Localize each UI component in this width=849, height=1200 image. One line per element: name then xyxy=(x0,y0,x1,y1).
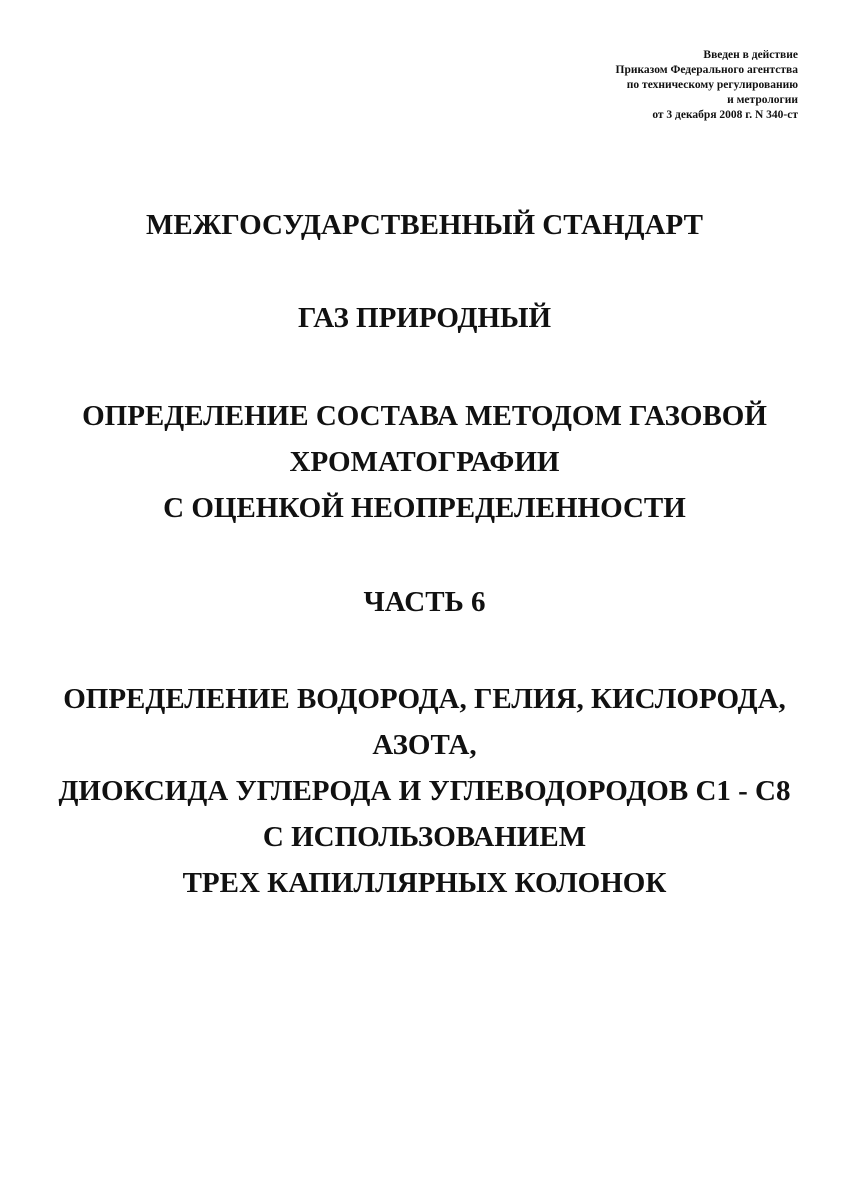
part-title-line: ОПРЕДЕЛЕНИЕ ВОДОРОДА, ГЕЛИЯ, КИСЛОРОДА, xyxy=(63,683,786,715)
part-title-line: С ИСПОЛЬЗОВАНИЕМ xyxy=(262,821,587,853)
enactment-note-line: от 3 декабря 2008 г. N 340-ст xyxy=(652,109,798,121)
enactment-note xyxy=(478,48,798,123)
enactment-note-line: и метрологии xyxy=(727,94,798,106)
part-title-line: ДИОКСИДА УГЛЕРОДА И УГЛЕВОДОРОДОВ С1 - С8 xyxy=(58,775,791,807)
part-title xyxy=(0,676,849,906)
document-title xyxy=(0,393,849,531)
enactment-note-line: по техническому регулированию xyxy=(626,79,798,91)
document-title-line: С ОЦЕНКОЙ НЕОПРЕДЕЛЕННОСТИ xyxy=(163,492,686,524)
document-title-line: ХРОМАТОГРАФИИ xyxy=(289,446,560,478)
document-title-line: ОПРЕДЕЛЕНИЕ СОСТАВА МЕТОДОМ ГАЗОВОЙ xyxy=(82,400,767,432)
standard-type-heading: МЕЖГОСУДАРСТВЕННЫЙ СТАНДАРТ xyxy=(146,209,703,241)
part-title-line: АЗОТА, xyxy=(372,729,477,761)
enactment-note-line: Приказом Федерального агентства xyxy=(615,64,798,76)
part-title-line: ТРЕХ КАПИЛЛЯРНЫХ КОЛОНОК xyxy=(182,867,667,899)
part-number-heading: ЧАСТЬ 6 xyxy=(363,586,486,618)
subject-heading: ГАЗ ПРИРОДНЫЙ xyxy=(297,302,552,334)
enactment-note-line: Введен в действие xyxy=(703,49,798,61)
